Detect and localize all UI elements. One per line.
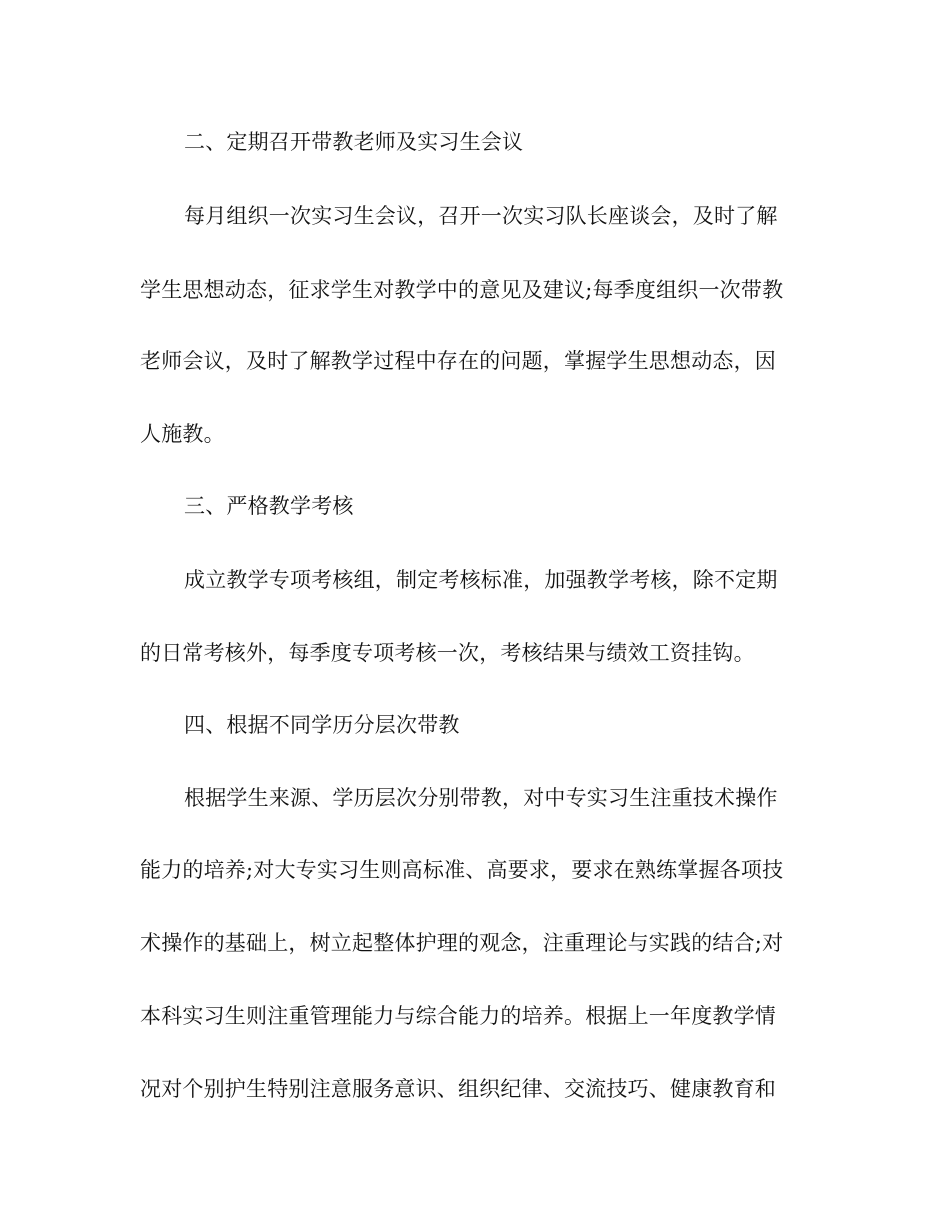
paragraph-line: 学生思想动态，征求学生对教学中的意见及建议;每季度组织一次带教 [140,278,784,302]
paragraph-line: 术操作的基础上，树立起整体护理的观念，注重理论与实践的结合;对 [140,931,784,955]
paragraph-line: 况对个别护生特别注意服务意识、组织纪律、交流技巧、健康教育和 [140,1077,776,1101]
paragraph-line: 每月组织一次实习生会议，召开一次实习队长座谈会，及时了解 [184,204,778,228]
section-heading-2: 二、定期召开带教老师及实习生会议 [184,130,524,154]
paragraph-line: 根据学生来源、学历层次分别带教，对中专实习生注重技术操作 [184,786,778,810]
paragraph-line: 本科实习生则注重管理能力与综合能力的培养。根据上一年度教学情 [140,1004,776,1028]
paragraph-line: 能力的培养;对大专实习生则高标准、高要求，要求在熟练掌握各项技 [140,858,784,882]
paragraph-line: 老师会议，及时了解教学过程中存在的问题，掌握学生思想动态，因 [140,349,776,373]
paragraph-line: 人施教。 [140,422,225,446]
section-heading-3: 三、严格教学考核 [184,494,354,518]
paragraph-line: 成立教学专项考核组，制定考核标准，加强教学考核，除不定期 [184,568,778,592]
section-heading-4: 四、根据不同学历分层次带教 [184,713,460,737]
paragraph-line: 的日常考核外，每季度专项考核一次，考核结果与绩效工资挂钩。 [140,641,755,665]
